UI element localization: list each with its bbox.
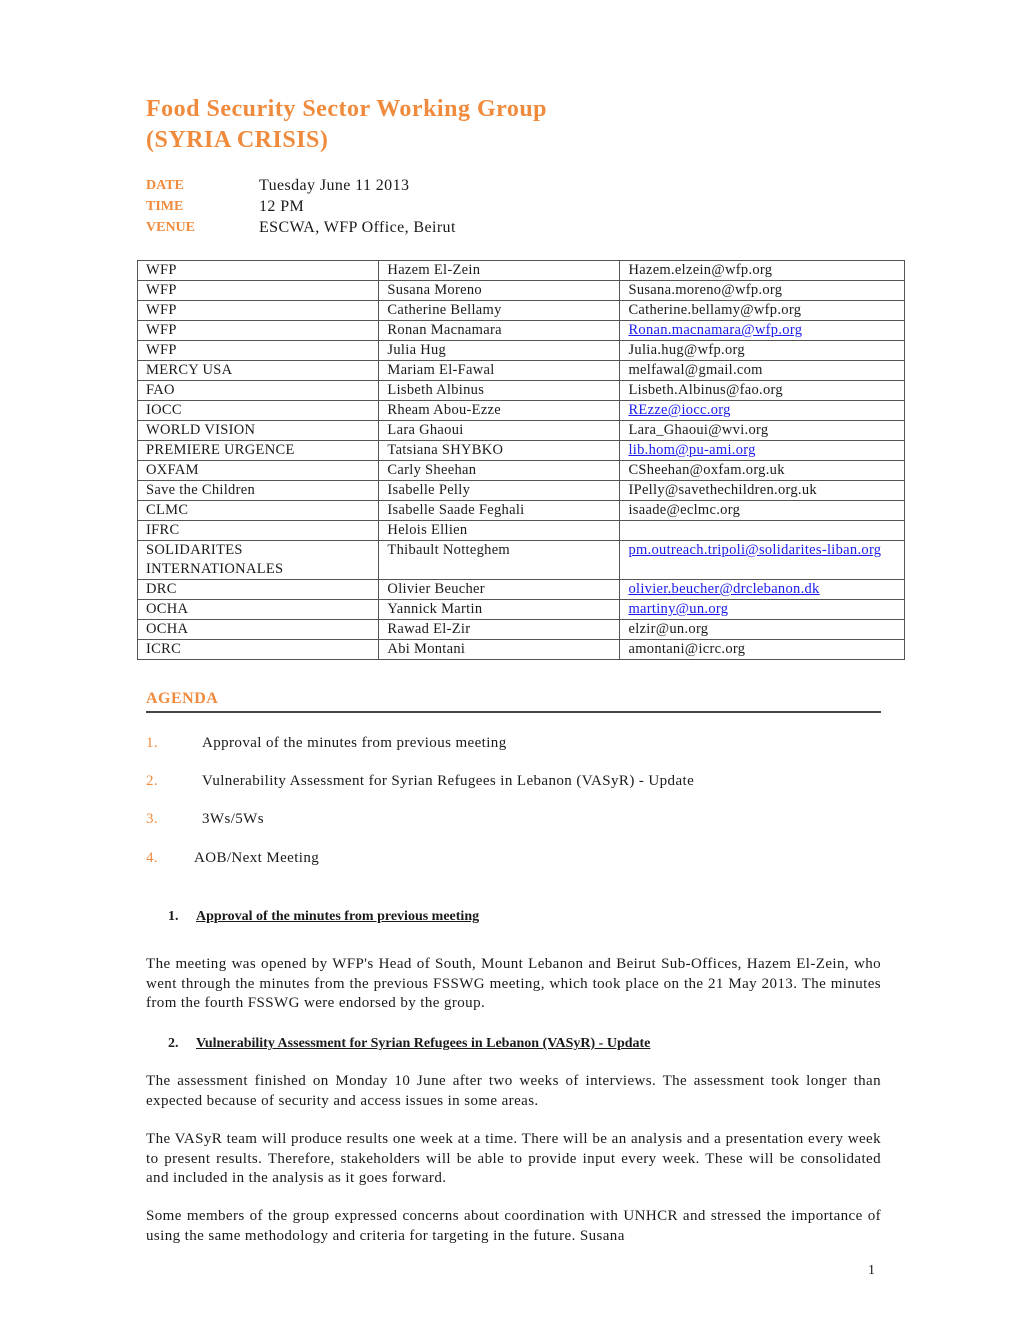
agenda-heading: AGENDA (146, 690, 881, 713)
agenda-item-number: 2. (146, 773, 159, 789)
attendee-row (138, 541, 905, 580)
attendee-name: Isabelle Saade Feghali (387, 502, 525, 518)
agenda-item (146, 809, 264, 829)
attendee-name: Yannick Martin (387, 601, 483, 617)
time-row (146, 196, 456, 217)
agenda-item-text: Vulnerability Assessment for Syrian Refugees in Lebanon (VASyR) - Update (202, 773, 695, 789)
attendee-email-cell (620, 481, 905, 501)
attendee-email[interactable]: Ronan.macnamara@wfp.org (628, 322, 803, 338)
attendee-email-cell (620, 281, 905, 301)
attendee-row (138, 640, 905, 660)
attendee-name: Mariam El-Fawal (387, 362, 495, 378)
attendee-email-cell (620, 261, 905, 281)
attendee-organization: MERCY USA (146, 362, 233, 378)
attendee-name-cell (379, 361, 620, 381)
attendee-organization: WFP (146, 302, 177, 318)
attendee-organization: WFP (146, 342, 177, 358)
document-title (146, 94, 547, 156)
attendee-organization: IOCC (146, 402, 182, 418)
section-1-heading (168, 908, 479, 926)
attendee-organization: FAO (146, 382, 175, 398)
attendee-email: Catherine.bellamy@wfp.org (628, 302, 802, 318)
attendee-name: Julia Hug (387, 342, 447, 358)
attendee-name: Thibault Notteghem (387, 542, 511, 558)
attendee-organization: WFP (146, 322, 177, 338)
attendee-organization-cell (138, 261, 379, 281)
date-label: DATE (146, 178, 184, 193)
attendee-name-cell (379, 341, 620, 361)
attendee-row (138, 580, 905, 600)
attendee-name: Rawad El-Zir (387, 621, 471, 637)
attendee-email-cell (620, 580, 905, 600)
attendee-email: Susana.moreno@wfp.org (628, 282, 783, 298)
attendee-organization-cell (138, 640, 379, 660)
attendee-name-cell (379, 321, 620, 341)
attendee-name-cell (379, 301, 620, 321)
attendee-organization: PREMIERE URGENCE (146, 442, 295, 458)
attendee-organization: WORLD VISION (146, 422, 256, 438)
attendee-email-cell (620, 541, 905, 580)
attendee-name-cell (379, 600, 620, 620)
attendee-email: IPelly@savethechildren.org.uk (628, 482, 817, 498)
attendee-name-cell (379, 501, 620, 521)
attendee-organization-cell (138, 301, 379, 321)
attendee-email-cell (620, 640, 905, 660)
section-2-heading (168, 1035, 650, 1053)
attendee-email: melfawal@gmail.com (628, 362, 763, 378)
section-2-paragraph-3: Some members of the group expressed concerns about coordination with UNHCR and stressed the importance of using the same methodology and criteria for targeting in the future. Susana (146, 1208, 881, 1244)
attendee-organization-cell (138, 600, 379, 620)
attendee-row (138, 421, 905, 441)
section-1-number: 1. (168, 909, 179, 924)
agenda-item-number: 4. (146, 850, 159, 866)
attendee-name: Olivier Beucher (387, 581, 485, 597)
attendee-name: Carly Sheehan (387, 462, 477, 478)
attendee-row (138, 401, 905, 421)
attendee-organization-cell (138, 521, 379, 541)
agenda-item-number: 3. (146, 811, 159, 827)
attendee-email-cell (620, 461, 905, 481)
attendees-table (137, 260, 905, 660)
agenda-item-text: AOB/Next Meeting (194, 850, 320, 866)
attendee-name-cell (379, 441, 620, 461)
attendee-organization-cell (138, 461, 379, 481)
attendee-name: Abi Montani (387, 641, 466, 657)
attendee-name: Rheam Abou-Ezze (387, 402, 502, 418)
attendee-email[interactable]: pm.outreach.tripoli@solidarites-liban.org (628, 542, 882, 558)
attendee-name: Susana Moreno (387, 282, 482, 298)
attendee-row (138, 521, 905, 541)
date-value: Tuesday June 11 2013 (259, 177, 410, 194)
venue-label: VENUE (146, 220, 196, 235)
title-line-1: Food Security Sector Working Group (146, 96, 548, 122)
attendee-organization-cell (138, 381, 379, 401)
attendee-name: Ronan Macnamara (387, 322, 502, 338)
agenda-item (146, 848, 319, 868)
attendee-email-cell (620, 600, 905, 620)
attendee-name-cell (379, 640, 620, 660)
attendee-organization: OCHA (146, 601, 189, 617)
attendee-organization-cell (138, 481, 379, 501)
attendee-name: Hazem El-Zein (387, 262, 481, 278)
page-number: 1 (868, 1263, 875, 1278)
attendee-row (138, 261, 905, 281)
attendee-email-cell (620, 521, 905, 541)
title-line-2: (SYRIA CRISIS) (146, 127, 329, 153)
attendee-email: isaade@eclmc.org (628, 502, 741, 518)
attendee-email: Hazem.elzein@wfp.org (628, 262, 773, 278)
section-2-title: Vulnerability Assessment for Syrian Refugees in Lebanon (VASyR) - Update (196, 1036, 651, 1051)
attendee-email: Julia.hug@wfp.org (628, 342, 745, 358)
attendee-organization: ICRC (146, 641, 182, 657)
attendee-name: Lisbeth Albinus (387, 382, 485, 398)
agenda-item-text: 3Ws/5Ws (202, 811, 264, 827)
attendee-name-cell (379, 521, 620, 541)
attendee-name: Lara Ghaoui (387, 422, 464, 438)
attendee-organization-cell (138, 421, 379, 441)
attendee-name-cell (379, 461, 620, 481)
attendee-email-cell (620, 421, 905, 441)
venue-row (146, 217, 456, 238)
agenda-item (146, 733, 507, 753)
attendee-organization: DRC (146, 581, 177, 597)
attendee-name-cell (379, 281, 620, 301)
attendee-email: Lara_Ghaoui@wvi.org (628, 422, 769, 438)
attendee-organization-cell (138, 321, 379, 341)
attendee-row (138, 501, 905, 521)
attendee-row (138, 301, 905, 321)
attendee-organization-cell (138, 341, 379, 361)
time-value: 12 PM (259, 198, 305, 215)
attendee-organization-cell (138, 620, 379, 640)
attendee-email: Lisbeth.Albinus@fao.org (628, 382, 783, 398)
section-2-paragraph-2: The VASyR team will produce results one week at a time. There will be an analysis and a presentation every week to present results. Therefore, stakeholders will be able to provide input every week. These will be consolidated and included in the analysis as it goes forward. (146, 1131, 881, 1186)
meeting-details (146, 175, 456, 238)
attendee-name-cell (379, 620, 620, 640)
attendee-row (138, 381, 905, 401)
attendee-row (138, 620, 905, 640)
section-1-title: Approval of the minutes from previous meeting (196, 909, 480, 924)
attendees-table-body (138, 261, 905, 660)
attendee-name-cell (379, 580, 620, 600)
attendee-organization-cell (138, 541, 379, 580)
attendee-email-cell (620, 401, 905, 421)
attendee-name-cell (379, 381, 620, 401)
section-1-paragraph: The meeting was opened by WFP's Head of South, Mount Lebanon and Beirut Sub-Offices, Hazem El-Zein, who went through the minutes from the previous FSSWG meeting, which took place on the 21 May 2013. The minutes from the fourth FSSWG were endorsed by the group. (146, 956, 881, 1011)
attendee-email-cell (620, 301, 905, 321)
attendee-email-cell (620, 620, 905, 640)
attendee-organization-cell (138, 501, 379, 521)
attendee-name-cell (379, 401, 620, 421)
attendee-organization: SOLIDARITES INTERNATIONALES (146, 542, 284, 577)
section-2-number: 2. (168, 1036, 179, 1051)
attendee-name-cell (379, 421, 620, 441)
attendee-email[interactable]: REzze@iocc.org (628, 402, 731, 418)
attendee-email-cell (620, 441, 905, 461)
attendee-organization: IFRC (146, 522, 180, 538)
attendee-name-cell (379, 541, 620, 580)
attendee-row (138, 441, 905, 461)
attendee-row (138, 321, 905, 341)
agenda-item-text: Approval of the minutes from previous meeting (202, 735, 507, 751)
attendee-organization-cell (138, 361, 379, 381)
date-row (146, 175, 456, 196)
attendee-row (138, 600, 905, 620)
attendee-organization-cell (138, 580, 379, 600)
section-2-paragraph-1: The assessment finished on Monday 10 June after two weeks of interviews. The assessment took longer than expected because of security and access issues in some areas. (146, 1073, 881, 1109)
attendee-email[interactable]: martiny@un.org (628, 601, 729, 617)
attendee-organization: OCHA (146, 621, 189, 637)
attendee-email: amontani@icrc.org (628, 641, 746, 657)
attendee-name: Helois Ellien (387, 522, 468, 538)
attendee-row (138, 341, 905, 361)
attendee-name: Isabelle Pelly (387, 482, 471, 498)
attendee-email-cell (620, 361, 905, 381)
attendee-email: CSheehan@oxfam.org.uk (628, 462, 785, 478)
attendee-organization: WFP (146, 282, 177, 298)
attendee-email-cell (620, 321, 905, 341)
venue-value: ESCWA, WFP Office, Beirut (259, 219, 456, 236)
attendee-row (138, 281, 905, 301)
attendee-email-cell (620, 501, 905, 521)
attendee-email-cell (620, 341, 905, 361)
attendee-email-cell (620, 381, 905, 401)
agenda-item-number: 1. (146, 735, 159, 751)
attendee-organization: OXFAM (146, 462, 199, 478)
attendee-name-cell (379, 261, 620, 281)
attendee-organization-cell (138, 441, 379, 461)
agenda-item (146, 771, 694, 791)
attendee-organization-cell (138, 401, 379, 421)
attendee-row (138, 361, 905, 381)
attendee-organization: Save the Children (146, 482, 255, 498)
attendee-row (138, 481, 905, 501)
attendee-name: Tatsiana SHYBKO (387, 442, 504, 458)
attendee-email: elzir@un.org (628, 621, 709, 637)
attendee-organization: CLMC (146, 502, 189, 518)
attendee-organization: WFP (146, 262, 177, 278)
attendee-row (138, 461, 905, 481)
time-label: TIME (146, 199, 184, 214)
attendee-name: Catherine Bellamy (387, 302, 502, 318)
attendee-name-cell (379, 481, 620, 501)
attendee-email[interactable]: olivier.beucher@drclebanon.dk (628, 581, 820, 597)
attendee-organization-cell (138, 281, 379, 301)
attendee-email[interactable]: lib.hom@pu-ami.org (628, 442, 756, 458)
